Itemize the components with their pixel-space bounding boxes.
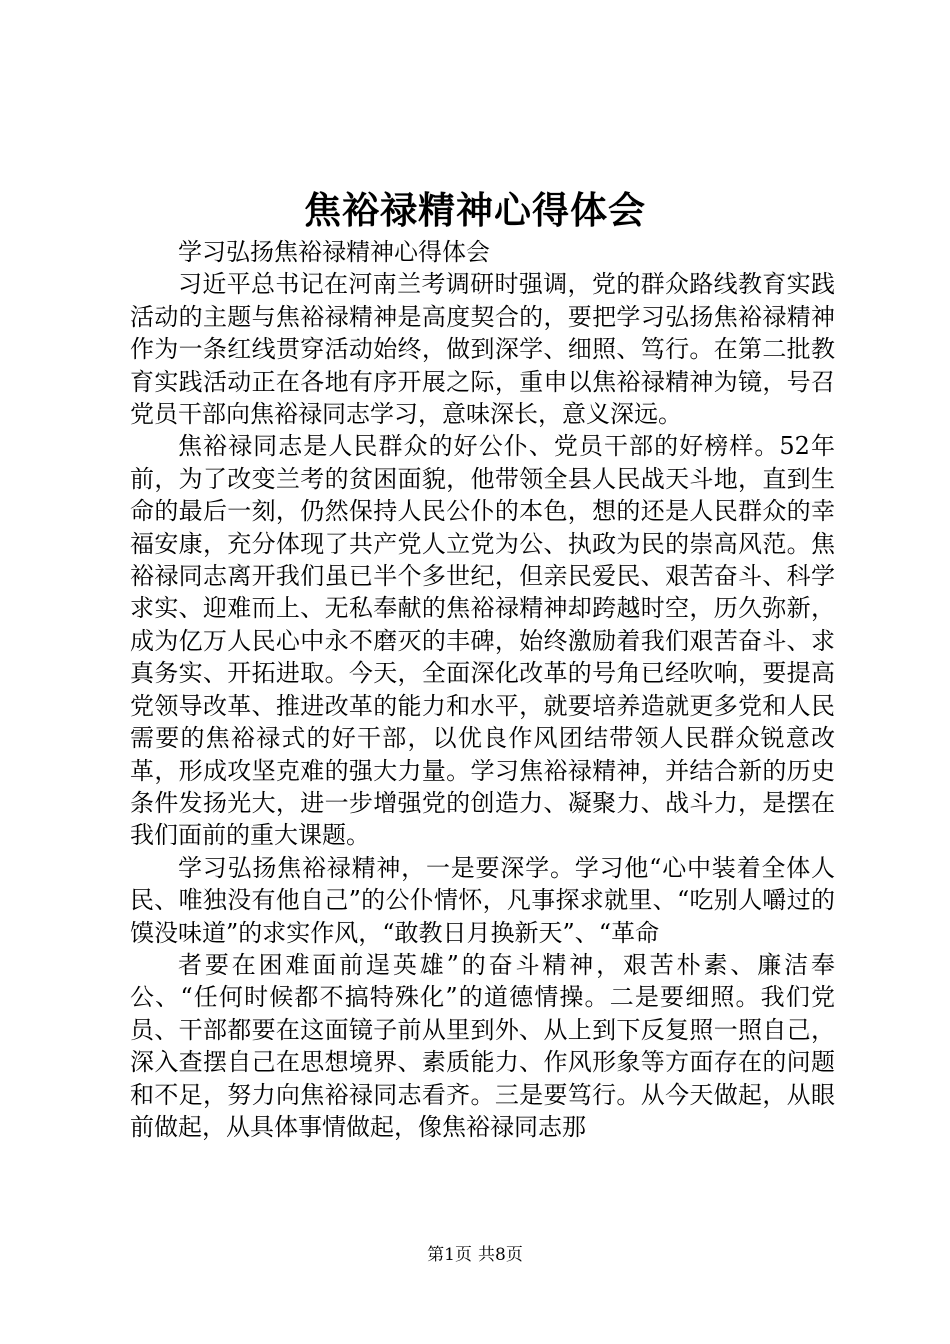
page-total: 共8页 <box>478 1245 523 1265</box>
page-number: 第1页 <box>427 1245 472 1265</box>
document-body <box>130 236 835 1143</box>
paragraph: 习近平总书记在河南兰考调研时强调，党的群众路线教育实践活动的主题与焦裕禄精神是高度契合的，要把学习弘扬焦裕禄精神作为一条红线贯穿活动始终，做到深学、细照、笃行。在第二批教育实践活动正在各地有序开展之际，重申以焦裕禄精神为镜，号召党员干部向焦裕禄同志学习，意味深长，意义深远。 <box>130 270 835 429</box>
document-title: 焦裕禄精神心得体会 <box>304 188 646 232</box>
page-footer <box>0 1243 950 1267</box>
paragraph: 焦裕禄同志是人民群众的好公仆、党员干部的好榜样。52年前，为了改变兰考的贫困面貌，他带领全县人民战天斗地，直到生命的最后一刻，仍然保持人民公仆的本色，想的还是人民群众的幸福安康，充分体现了共产党人立党为公、执政为民的崇高风范。焦裕禄同志离开我们虽已半个多世纪，但亲民爱民、艰苦奋斗、科学求实、迎难而上、无私奉献的焦裕禄精神却跨越时空，历久弥新，成为亿万人民心中永不磨灭的丰碑，始终激励着我们艰苦奋斗、求真务实、开拓进取。今天，全面深化改革的号角已经吹响，要提高党领导改革、推进改革的能力和水平，就要培养造就更多党和人民需要的焦裕禄式的好干部，以优良作风团结带领人民群众锐意改革，形成攻坚克难的强大力量。学习焦裕禄精神，并结合新的历史条件发扬光大，进一步增强党的创造力、凝聚力、战斗力，是摆在我们面前的重大课题。 <box>130 432 835 850</box>
paragraph: 学习弘扬焦裕禄精神，一是要深学。学习他“心中装着全体人民、唯独没有他自己”的公仆情怀，凡事探求就里、“吃别人嚼过的馍没味道”的求实作风，“敢教日月换新天”、“革命 <box>130 853 835 947</box>
paragraph: 者要在困难面前逞英雄”的奋斗精神，艰苦朴素、廉洁奉公、“任何时候都不搞特殊化”的道德情操。二是要细照。我们党员、干部都要在这面镜子前从里到外、从上到下反复照一照自己，深入查摆自己在思想境界、素质能力、作风形象等方面存在的问题和不足，努力向焦裕禄同志看齐。三是要笃行。从今天做起，从眼前做起，从具体事情做起，像焦裕禄同志那 <box>130 950 835 1141</box>
document-subtitle: 学习弘扬焦裕禄精神心得体会 <box>178 238 490 266</box>
